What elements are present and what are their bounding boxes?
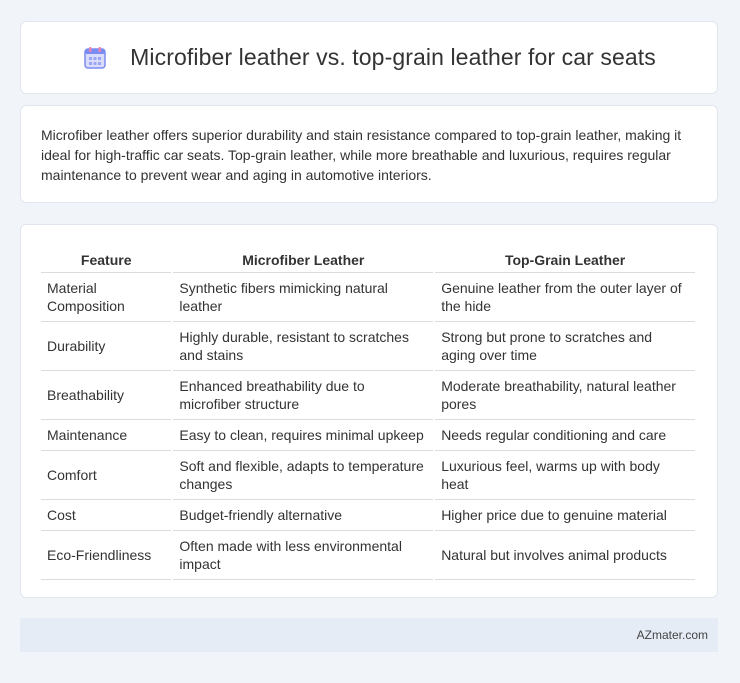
table-row (41, 273, 695, 322)
calendar-icon (82, 45, 108, 71)
table-row (41, 371, 695, 420)
header-microfiber: Microfiber Leather (173, 245, 433, 273)
table-row (41, 322, 695, 371)
microfiber-cell: Soft and flexible, adapts to temperature changes (173, 451, 433, 500)
feature-cell: Material Composition (41, 273, 171, 322)
table-row (41, 500, 695, 531)
microfiber-cell: Easy to clean, requires minimal upkeep (173, 420, 433, 451)
feature-cell: Durability (41, 322, 171, 371)
footer (20, 618, 718, 652)
top-grain-cell: Natural but involves animal products (435, 531, 695, 580)
top-grain-cell: Higher price due to genuine material (435, 500, 695, 531)
table-row (41, 420, 695, 451)
table-row (41, 451, 695, 500)
table-row (41, 531, 695, 580)
top-grain-cell: Needs regular conditioning and care (435, 420, 695, 451)
feature-cell: Eco-Friendliness (41, 531, 171, 580)
title-card (20, 21, 718, 94)
microfiber-cell: Highly durable, resistant to scratches and stains (173, 322, 433, 371)
summary-card (20, 105, 718, 203)
feature-cell: Breathability (41, 371, 171, 420)
microfiber-cell: Enhanced breathability due to microfiber structure (173, 371, 433, 420)
top-grain-cell: Moderate breathability, natural leather pores (435, 371, 695, 420)
top-grain-cell: Strong but prone to scratches and aging over time (435, 322, 695, 371)
microfiber-cell: Synthetic fibers mimicking natural leather (173, 273, 433, 322)
top-grain-cell: Luxurious feel, warms up with body heat (435, 451, 695, 500)
feature-cell: Maintenance (41, 420, 171, 451)
page-title: Microfiber leather vs. top-grain leather for car seats (130, 44, 656, 70)
header-top-grain: Top-Grain Leather (435, 245, 695, 273)
table-header-row (41, 245, 695, 273)
comparison-table-card (20, 224, 718, 598)
feature-cell: Comfort (41, 451, 171, 500)
microfiber-cell: Budget-friendly alternative (173, 500, 433, 531)
feature-cell: Cost (41, 500, 171, 531)
footer-brand-link[interactable]: AZmater.com (636, 628, 708, 642)
summary-text: Microfiber leather offers superior durability and stain resistance compared to top-grain leather, making it ideal for high-traffic car seats. Top-grain leather, while more breathable and luxurious, requires regular maintenance to prevent wear and aging in automotive interiors. (41, 127, 682, 183)
comparison-table (39, 245, 697, 580)
top-grain-cell: Genuine leather from the outer layer of the hide (435, 273, 695, 322)
header-feature: Feature (41, 245, 171, 273)
microfiber-cell: Often made with less environmental impact (173, 531, 433, 580)
